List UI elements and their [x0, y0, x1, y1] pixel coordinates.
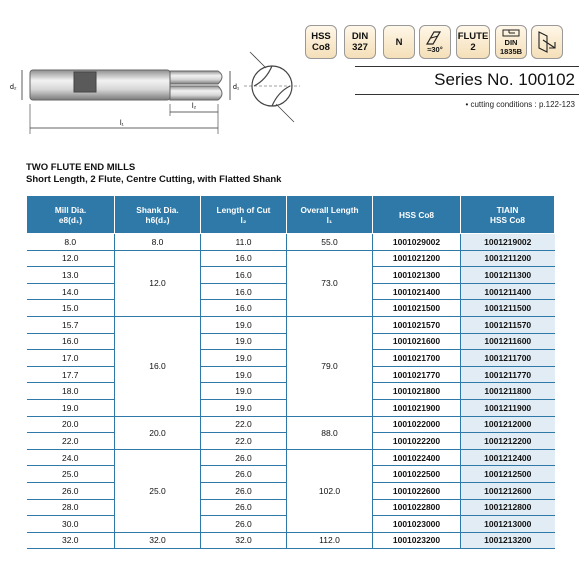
helix-angle-icon	[424, 31, 446, 45]
mill-dia-cell: 17.0	[27, 350, 115, 367]
l2-label: l₂	[192, 103, 197, 110]
d1-label: d₁	[233, 84, 240, 91]
badge-line: Co8	[312, 42, 330, 53]
length-of-cut-cell: 16.0	[201, 250, 287, 267]
hss-code-cell: 1001022000	[373, 416, 461, 433]
hss-code-cell: 1001021770	[373, 366, 461, 383]
tiain-code-cell: 1001211300	[461, 267, 555, 284]
mill-dia-cell: 30.0	[27, 516, 115, 533]
length-of-cut-cell: 26.0	[201, 466, 287, 483]
table-row	[27, 416, 555, 433]
tiain-code-cell: 1001213200	[461, 532, 555, 549]
hss-code-cell: 1001021200	[373, 250, 461, 267]
mill-dia-cell: 15.0	[27, 300, 115, 317]
mill-dia-cell: 24.0	[27, 449, 115, 466]
overall-length-cell: 88.0	[287, 416, 373, 449]
product-subheading: Short Length, 2 Flute, Centre Cutting, with Flatted Shank	[26, 174, 282, 185]
length-of-cut-cell: 19.0	[201, 333, 287, 350]
hss-code-cell: 1001021800	[373, 383, 461, 400]
length-of-cut-cell: 22.0	[201, 433, 287, 450]
din-badge	[344, 25, 376, 59]
series-title: Series No. 100102	[434, 70, 575, 89]
col-overall-length: Overall Length l₁	[287, 196, 373, 234]
badge-line: ≈30°	[427, 44, 443, 54]
hss-code-cell: 1001021600	[373, 333, 461, 350]
length-of-cut-cell: 26.0	[201, 449, 287, 466]
table-row	[27, 234, 555, 251]
centre-cutting-badge	[531, 25, 563, 59]
length-of-cut-cell: 11.0	[201, 234, 287, 251]
length-of-cut-cell: 26.0	[201, 499, 287, 516]
mill-dia-cell: 16.0	[27, 333, 115, 350]
hss-code-cell: 1001022600	[373, 482, 461, 499]
cutting-conditions: • cutting conditions : p.122-123	[465, 100, 575, 109]
table-row	[27, 532, 555, 549]
shank-din-badge	[495, 25, 527, 59]
tiain-code-cell: 1001219002	[461, 234, 555, 251]
hss-code-cell: 1001021300	[373, 267, 461, 284]
col-mill-dia: Mill Dia. e8(d₁)	[27, 196, 115, 234]
col-length-of-cut: Length of Cut l₂	[201, 196, 287, 234]
length-of-cut-cell: 26.0	[201, 482, 287, 499]
material-badge	[305, 25, 337, 59]
divider	[355, 66, 579, 67]
tiain-code-cell: 1001213000	[461, 516, 555, 533]
d2-label: d₂	[10, 84, 17, 91]
col-shank-dia: Shank Dia. h6(d₂)	[115, 196, 201, 234]
hss-code-cell: 1001021900	[373, 399, 461, 416]
mill-dia-cell: 15.7	[27, 316, 115, 333]
end-mill-drawing	[4, 44, 304, 139]
product-heading: TWO FLUTE END MILLS	[26, 162, 136, 173]
length-of-cut-cell: 19.0	[201, 366, 287, 383]
col-hss-co8: HSS Co8	[373, 196, 461, 234]
length-of-cut-cell: 32.0	[201, 532, 287, 549]
mill-dia-cell: 18.0	[27, 383, 115, 400]
badge-line: DIN	[504, 38, 518, 47]
tiain-code-cell: 1001211700	[461, 350, 555, 367]
tiain-code-cell: 1001212500	[461, 466, 555, 483]
length-of-cut-cell: 19.0	[201, 383, 287, 400]
mill-dia-cell: 12.0	[27, 250, 115, 267]
l1-label: l₁	[120, 120, 124, 127]
mill-dia-cell: 22.0	[27, 433, 115, 450]
mill-dia-cell: 25.0	[27, 466, 115, 483]
shank-dia-cell: 32.0	[115, 532, 201, 549]
tiain-code-cell: 1001212200	[461, 433, 555, 450]
tiain-code-cell: 1001212600	[461, 482, 555, 499]
length-of-cut-cell: 16.0	[201, 283, 287, 300]
tiain-code-cell: 1001211800	[461, 383, 555, 400]
tiain-code-cell: 1001211570	[461, 316, 555, 333]
badge-line: 1835B	[499, 47, 523, 56]
mill-dia-cell: 32.0	[27, 532, 115, 549]
hss-code-cell: 1001022200	[373, 433, 461, 450]
mill-dia-cell: 19.0	[27, 399, 115, 416]
length-of-cut-cell: 19.0	[201, 316, 287, 333]
hss-code-cell: 1001023200	[373, 532, 461, 549]
col-tiain: TIAIN HSS Co8	[461, 196, 555, 234]
tiain-code-cell: 1001211600	[461, 333, 555, 350]
hss-code-cell: 1001022500	[373, 466, 461, 483]
length-of-cut-cell: 26.0	[201, 516, 287, 533]
badge-line: N	[395, 36, 403, 48]
shank-dia-cell: 16.0	[115, 316, 201, 416]
hss-code-cell: 1001021570	[373, 316, 461, 333]
tiain-code-cell: 1001212000	[461, 416, 555, 433]
shank-dia-cell: 12.0	[115, 250, 201, 316]
overall-length-cell: 55.0	[287, 234, 373, 251]
flute-badge	[456, 25, 490, 59]
badge-line: DIN	[351, 31, 369, 42]
hss-code-cell: 1001023000	[373, 516, 461, 533]
mill-dia-cell: 17.7	[27, 366, 115, 383]
spec-table	[26, 195, 555, 549]
length-of-cut-cell: 19.0	[201, 399, 287, 416]
shank-dia-cell: 20.0	[115, 416, 201, 449]
length-of-cut-cell: 19.0	[201, 350, 287, 367]
hss-code-cell: 1001021700	[373, 350, 461, 367]
divider	[355, 94, 579, 95]
overall-length-cell: 73.0	[287, 250, 373, 316]
shank-dia-cell: 8.0	[115, 234, 201, 251]
type-n-badge	[383, 25, 415, 59]
mill-dia-cell: 26.0	[27, 482, 115, 499]
table-row	[27, 316, 555, 333]
overall-length-cell: 79.0	[287, 316, 373, 416]
mill-dia-cell: 13.0	[27, 267, 115, 284]
hss-code-cell: 1001022400	[373, 449, 461, 466]
centre-cutting-icon	[535, 30, 559, 54]
tiain-code-cell: 1001211770	[461, 366, 555, 383]
length-of-cut-cell: 16.0	[201, 300, 287, 317]
overall-length-cell: 102.0	[287, 449, 373, 532]
shank-dia-cell: 25.0	[115, 449, 201, 532]
hss-code-cell: 1001021500	[373, 300, 461, 317]
helix-angle-badge	[419, 25, 451, 59]
mill-dia-cell: 28.0	[27, 499, 115, 516]
overall-length-cell: 112.0	[287, 532, 373, 549]
tiain-code-cell: 1001211400	[461, 283, 555, 300]
mill-dia-cell: 14.0	[27, 283, 115, 300]
flatted-shank-icon	[501, 28, 521, 38]
badge-line: 2	[470, 42, 476, 53]
table-row	[27, 449, 555, 466]
hss-code-cell: 1001022800	[373, 499, 461, 516]
badge-line: HSS	[311, 31, 331, 42]
tiain-code-cell: 1001211900	[461, 399, 555, 416]
tiain-code-cell: 1001211500	[461, 300, 555, 317]
length-of-cut-cell: 22.0	[201, 416, 287, 433]
tiain-code-cell: 1001212800	[461, 499, 555, 516]
mill-dia-cell: 20.0	[27, 416, 115, 433]
mill-dia-cell: 8.0	[27, 234, 115, 251]
hss-code-cell: 1001029002	[373, 234, 461, 251]
tiain-code-cell: 1001211200	[461, 250, 555, 267]
length-of-cut-cell: 16.0	[201, 267, 287, 284]
tiain-code-cell: 1001212400	[461, 449, 555, 466]
table-header-row	[27, 196, 555, 234]
table-row	[27, 250, 555, 267]
badge-line: 327	[352, 42, 368, 53]
hss-code-cell: 1001021400	[373, 283, 461, 300]
badge-line: FLUTE	[457, 31, 489, 42]
